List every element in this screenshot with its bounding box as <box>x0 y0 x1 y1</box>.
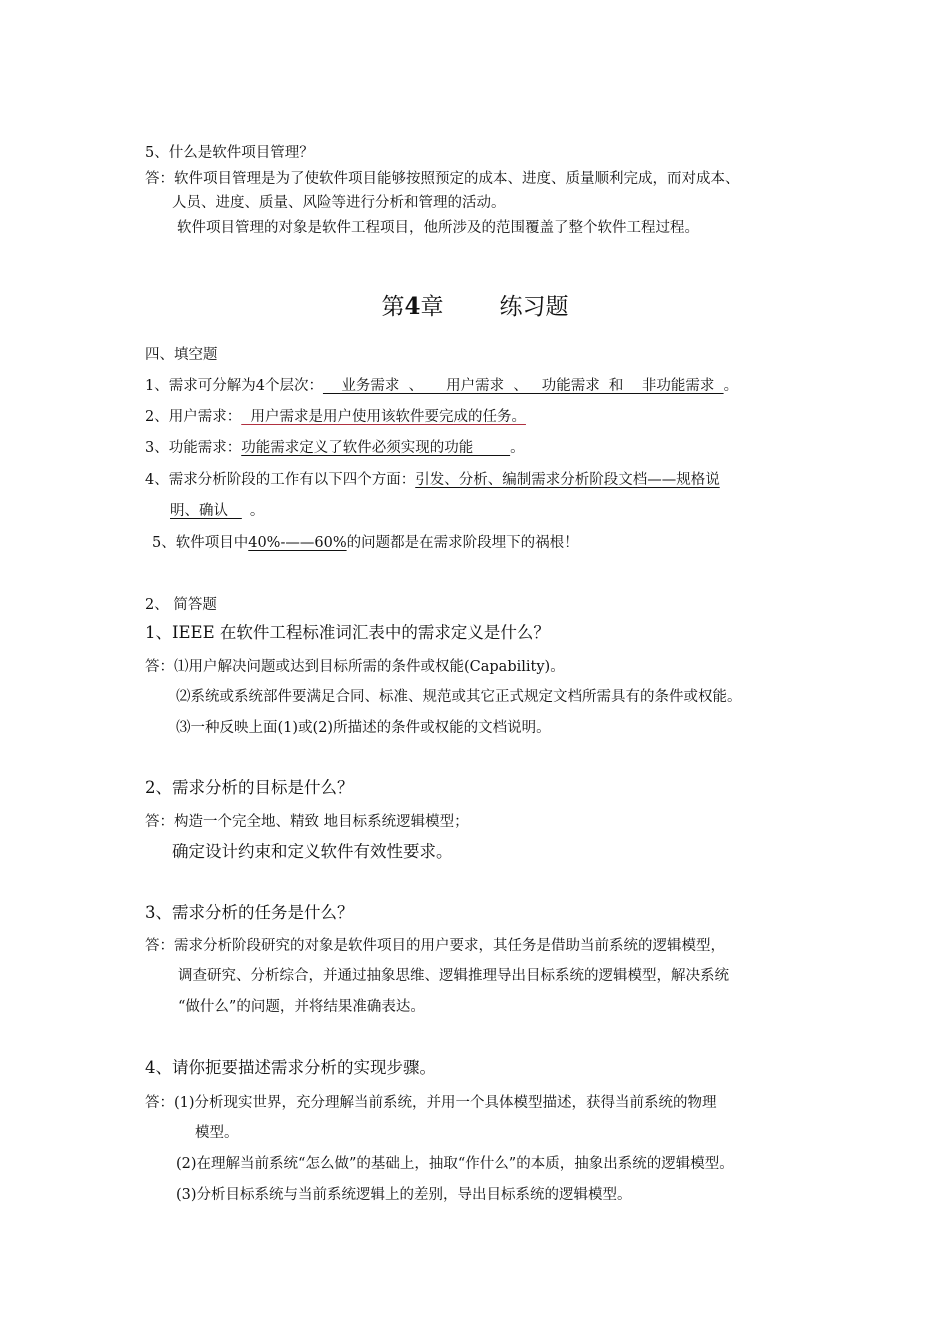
item-answer: 业务需求 、 用户需求 、 功能需求 和 非功能需求 <box>322 378 724 394</box>
answer-line: 答：构造一个完全地、精致 地目标系统逻辑模型； <box>145 814 469 830</box>
answer-line: (3)分析目标系统与当前系统逻辑上的差别，导出目标系统的逻辑模型。 <box>176 1187 632 1203</box>
question-requirement-analysis-task: 3、需求分析的任务是什么？ <box>145 903 354 922</box>
fill-blank-item <box>145 376 738 396</box>
item-answer: 明、确认 <box>170 503 242 519</box>
answer-line: 答：软件项目管理是为了使软件项目能够按照预定的成本、进度、质量顺利完成，而对成本、 <box>145 171 740 187</box>
chapter-suffix: 章 <box>420 294 444 320</box>
item-answer: 功能需求定义了软件必须实现的功能 <box>241 440 511 456</box>
item-end: 。 <box>723 378 739 394</box>
item-prefix: 2、用户需求： <box>145 409 242 425</box>
answer-line: 答：⑴用户解决问题或达到目标所需的条件或权能(Capability)。 <box>145 659 565 675</box>
question-software-project-management: 5、什么是软件项目管理？ <box>145 145 314 161</box>
fill-blank-item <box>152 533 579 553</box>
fill-blank-item <box>145 407 526 427</box>
answer-line: 人员、进度、质量、风险等进行分析和管理的活动。 <box>172 195 506 211</box>
answer-line: 调查研究、分析综合，并通过抽象思维、逻辑推理导出目标系统的逻辑模型，解决系统 <box>178 968 729 984</box>
item-prefix: 3、功能需求： <box>145 440 242 456</box>
chapter-prefix: 第 <box>381 294 405 320</box>
question-requirement-analysis-steps: 4、请你扼要描述需求分析的实现步骤。 <box>145 1058 436 1077</box>
item-end: 。 <box>249 503 265 519</box>
item-answer: 用户需求是用户使用该软件要完成的任务。 <box>241 409 526 425</box>
answer-line: 答：(1)分析现实世界，充分理解当前系统，并用一个具体模型描述，获得当前系统的物理 <box>145 1095 717 1111</box>
item-prefix: 1、需求可分解为4个层次： <box>145 378 323 394</box>
item-end: 。 <box>510 440 525 456</box>
item-suffix: 的问题都是在需求阶段埋下的祸根！ <box>346 535 579 551</box>
item-prefix: 4、需求分析阶段的工作有以下四个方面： <box>145 472 416 488</box>
item-answer: 引发、分析、编制需求分析阶段文档——规格说 <box>415 472 720 488</box>
answer-line: 答：需求分析阶段研究的对象是软件项目的用户要求，其任务是借助当前系统的逻辑模型， <box>145 938 725 954</box>
answer-line: “做什么”的问题，并将结果准确表达。 <box>178 999 425 1015</box>
question-ieee-requirement-definition: 1、IEEE 在软件工程标准词汇表中的需求定义是什么？ <box>145 623 550 642</box>
chapter-title <box>0 292 950 322</box>
answer-line: 软件项目管理的对象是软件工程项目，他所涉及的范围覆盖了整个软件工程过程。 <box>177 220 699 236</box>
section-heading-short-answer: 2、 简答题 <box>145 597 217 613</box>
answer-line: ⑶一种反映上面(1)或(2)所描述的条件或权能的文档说明。 <box>176 720 551 736</box>
chapter-name: 练习题 <box>499 294 569 320</box>
answer-line: 模型。 <box>195 1125 239 1141</box>
answer-line: 确定设计约束和定义软件有效性要求。 <box>172 842 453 861</box>
section-heading-fill-blank: 四、填空题 <box>145 347 218 363</box>
fill-blank-item <box>145 470 720 490</box>
chapter-number: 4 <box>404 293 421 320</box>
item-answer: 40%-——60% <box>248 535 347 551</box>
answer-line: ⑵系统或系统部件要满足合同、标准、规范或其它正式规定文档所需具有的条件或权能。 <box>176 689 742 705</box>
answer-line: (2)在理解当前系统“怎么做”的基础上，抽取“作什么”的本质，抽象出系统的逻辑模型。 <box>176 1156 734 1172</box>
question-requirement-analysis-goal: 2、需求分析的目标是什么？ <box>145 778 354 797</box>
fill-blank-item-continued <box>170 501 264 521</box>
fill-blank-item <box>145 438 525 458</box>
item-prefix: 5、软件项目中 <box>152 535 249 551</box>
